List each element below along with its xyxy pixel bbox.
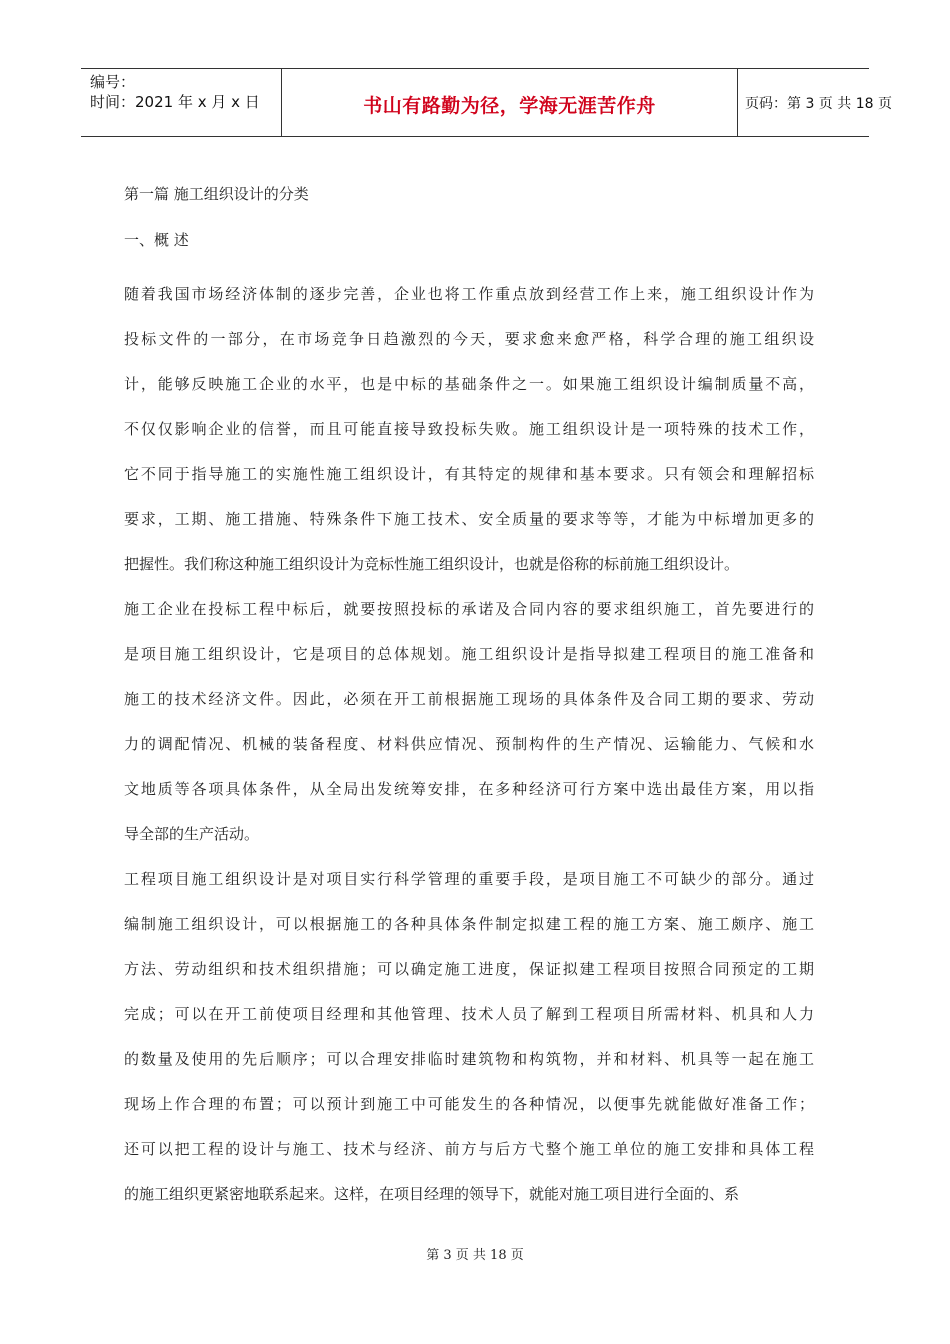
paragraph-line: 施工企业在投标工程中标后，就要按照投标的承诺及合同内容的要求组织施工，首先要进行的 (124, 600, 814, 618)
page-footer: 第 3 页 共 18 页 (426, 1248, 524, 1263)
paragraph-line: 要求，工期、施工措施、特殊条件下施工技术、安全质量的要求等等，才能为中标增加更多的 (124, 510, 814, 528)
paragraph-line: 方法、劳动组织和技术组织措施；可以确定施工进度，保证拟建工程项目按照合同预定的工期 (124, 960, 814, 978)
paragraph-line: 现场上作合理的布置；可以预计到施工中可能发生的各种情况，以便事先就能做好准备工作； (124, 1095, 814, 1113)
paragraph-line: 力的调配情况、机械的装备程度、材料供应情况、预制构件的生产情况、运输能力、气候和水 (124, 735, 814, 753)
paragraph-line: 的施工组织更紧密地联系起来。这样，在项目经理的领导下，就能对施工项目进行全面的、系 (124, 1185, 740, 1203)
paragraph (124, 272, 814, 587)
paragraph-line: 编制施工组织设计，可以根据施工的各种具体条件制定拟建工程的施工方案、施工颇序、施工 (124, 915, 814, 933)
section-title: 一、概 述 (124, 231, 189, 249)
paragraph-line: 完成；可以在开工前使项目经理和其他管理、技术人员了解到工程项目所需材料、机具和人力 (124, 1005, 814, 1023)
header-motto-cell (281, 69, 738, 136)
paragraph-line: 导全部的生产活动。 (124, 825, 260, 843)
paragraph-line: 施工的技术经济文件。因此，必须在开工前根据施工现场的具体条件及合同工期的要求、劳动 (124, 690, 814, 708)
document-body (124, 180, 814, 1217)
paragraph-line: 还可以把工程的设计与施工、技术与经济、前方与后方弋整个施工单位的施工安排和具体工程 (124, 1140, 814, 1158)
header-meta-cell (81, 69, 281, 136)
paragraph-line: 随着我国市场经济体制的逐步完善，企业也将工作重点放到经营工作上来，施工组织设计作为 (124, 285, 814, 303)
paragraph-line: 是项目施工组织设计，它是项目的总体规划。施工组织设计是指导拟建工程项目的施工准备和 (124, 645, 814, 663)
document-date-label: 时间：2021 年 x 月 x 日 (90, 93, 260, 111)
paragraph-line: 把握性。我们称这种施工组织设计为竞标性施工组织设计，也就是俗称的标前施工组织设计。 (124, 555, 740, 573)
paragraph (124, 587, 814, 857)
paragraph-line: 的数量及使用的先后顺序；可以合理安排临时建筑物和构筑物，并和材料、机具等一起在施工 (124, 1050, 814, 1068)
paragraph-line: 投标文件的一部分，在市场竞争日趋激烈的今天，要求愈来愈严格，科学合理的施工组织设 (124, 330, 814, 348)
header-page-info: 页码：第 3 页 共 18 页 (745, 96, 892, 112)
paragraph (124, 857, 814, 1217)
document-number-label: 编号： (90, 73, 136, 91)
paragraph-line: 它不同于指导施工的实施性施工组织设计，有其特定的规律和基本要求。只有领会和理解招标 (124, 465, 814, 483)
motto-text: 书山有路勤为径，学海无涯苦作舟 (363, 95, 656, 117)
paragraph-line: 工程项目施工组织设计是对项目实行科学管理的重要手段，是项目施工不可缺少的部分。通过 (124, 870, 814, 888)
chapter-title: 第一篇 施工组织设计的分类 (124, 185, 309, 203)
paragraph-line: 计，能够反映施工企业的水平，也是中标的基础条件之一。如果施工组织设计编制质量不高， (124, 375, 814, 393)
header-page-cell (737, 69, 892, 136)
paragraph-line: 不仅仅影响企业的信誉，而且可能直接导致投标失败。施工组织设计是一项特殊的技术工作， (124, 420, 814, 438)
document-header (81, 68, 892, 137)
paragraphs-container (124, 272, 814, 1217)
paragraph-line: 文地质等各项具体条件，从全局出发统筹安排，在多种经济可行方案中选出最佳方案，用以指 (124, 780, 814, 798)
